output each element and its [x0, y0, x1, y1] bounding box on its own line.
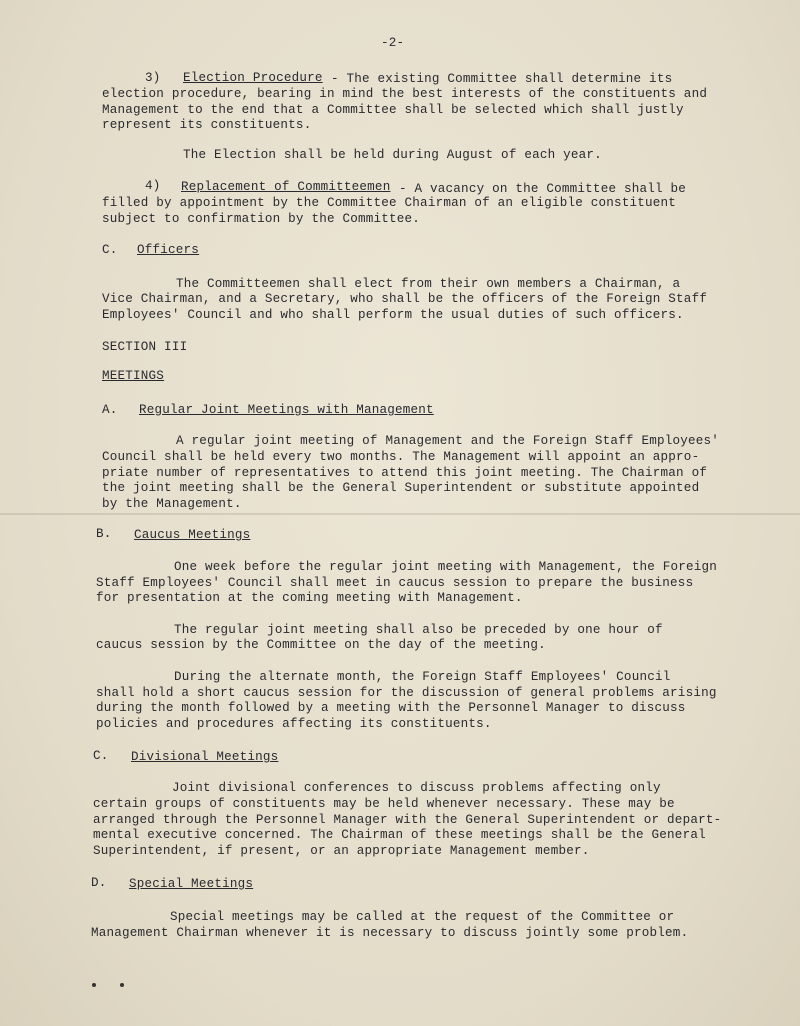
- meeting-a-letter: A.: [102, 403, 118, 417]
- item3-line: - The existing Committee shall determine its: [331, 72, 673, 86]
- item3-heading: Election Procedure: [183, 71, 323, 85]
- meeting-b-p2: The regular joint meeting shall also be preceded by one hour of: [174, 623, 663, 637]
- meeting-b-heading: Caucus Meetings: [134, 528, 251, 542]
- meeting-a-heading: Regular Joint Meetings with Management: [139, 403, 434, 417]
- punch-mark: [92, 983, 96, 987]
- meeting-c-letter: C.: [93, 749, 109, 763]
- officers-line: Vice Chairman, and a Secretary, who shall be the officers of the Foreign Staff: [102, 292, 708, 306]
- meeting-a-line: priate number of representatives to attend this joint meeting. The Chairman of: [102, 466, 708, 480]
- meeting-a-line: Council shall be held every two months. The Management will appoint an appro-: [102, 450, 700, 464]
- item3-line: Management to the end that a Committee shall be selected which shall justly: [102, 103, 684, 117]
- meeting-b-p1: for presentation at the coming meeting with Management.: [96, 591, 523, 605]
- officers-line: The Committeemen shall elect from their own members a Chairman, a: [176, 277, 681, 291]
- item3-number: 3): [145, 71, 161, 85]
- meeting-c-line: mental executive concerned. The Chairman of these meetings shall be the General: [93, 828, 706, 842]
- meeting-a-line: by the Management.: [102, 497, 242, 511]
- meeting-d-line: Special meetings may be called at the request of the Committee or: [170, 910, 675, 924]
- meeting-b-p1: Staff Employees' Council shall meet in caucus session to prepare the business: [96, 576, 694, 590]
- meeting-b-p1: One week before the regular joint meeting with Management, the Foreign: [174, 560, 718, 574]
- item4-number: 4): [145, 179, 161, 193]
- meeting-a-line: A regular joint meeting of Management and the Foreign Staff Employees': [176, 434, 720, 448]
- item4-line: - A vacancy on the Committee shall be: [399, 182, 687, 196]
- item4-line: filled by appointment by the Committee Chairman of an eligible constituent: [102, 196, 677, 210]
- fold-crease: [0, 513, 800, 515]
- officers-line: Employees' Council and who shall perform the usual duties of such officers.: [102, 308, 684, 322]
- meeting-b-letter: B.: [96, 527, 112, 541]
- meeting-b-p3: during the month followed by a meeting with the Personnel Manager to discuss: [96, 701, 686, 715]
- meeting-c-heading: Divisional Meetings: [131, 750, 279, 764]
- section-c-letter: C.: [102, 243, 118, 257]
- section-subtitle: MEETINGS: [102, 369, 165, 383]
- meeting-b-p2: caucus session by the Committee on the day of the meeting.: [96, 638, 546, 652]
- item4-line: subject to confirmation by the Committee.: [102, 212, 421, 226]
- punch-mark: [120, 983, 124, 987]
- meeting-b-p3: shall hold a short caucus session for the discussion of general problems arising: [96, 686, 717, 700]
- meeting-c-line: Joint divisional conferences to discuss problems affecting only: [172, 781, 661, 795]
- election-note: The Election shall be held during August of each year.: [183, 148, 602, 162]
- item3-line: represent its constituents.: [102, 118, 312, 132]
- item4-heading: Replacement of Committeemen: [181, 180, 391, 194]
- meeting-b-p3: During the alternate month, the Foreign Staff Employees' Council: [174, 670, 671, 684]
- meeting-c-line: certain groups of constituents may be held whenever necessary. These may be: [93, 797, 675, 811]
- meeting-d-line: Management Chairman whenever it is necessary to discuss jointly some problem.: [91, 926, 689, 940]
- section-title: SECTION III: [102, 340, 188, 354]
- meeting-a-line: the joint meeting shall be the General Superintendent or substitute appointed: [102, 481, 700, 495]
- meeting-d-letter: D.: [91, 876, 107, 890]
- meeting-c-line: arranged through the Personnel Manager with the General Superintendent or depart-: [93, 813, 722, 827]
- page-number: -2-: [381, 36, 405, 50]
- meeting-b-p3: policies and procedures affecting its constituents.: [96, 717, 492, 731]
- section-c-heading: Officers: [137, 243, 200, 257]
- meeting-d-heading: Special Meetings: [129, 877, 254, 891]
- item3-line: election procedure, bearing in mind the best interests of the constituents and: [102, 87, 708, 101]
- meeting-c-line: Superintendent, if present, or an appropriate Management member.: [93, 844, 590, 858]
